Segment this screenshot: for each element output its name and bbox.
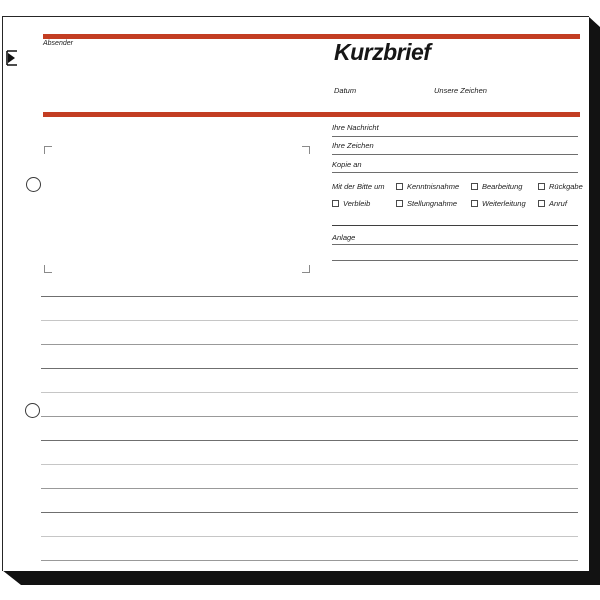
ihre-nachricht-input-line[interactable] (332, 136, 578, 137)
top-red-bar (43, 34, 580, 39)
address-window-corner-tr-icon (302, 146, 310, 154)
anlage-label: Anlage (332, 233, 356, 242)
checkbox-option (471, 198, 526, 209)
ruled-line (41, 320, 578, 321)
ihre-nachricht-label: Ihre Nachricht (332, 123, 379, 132)
kurzbrief-form (2, 16, 589, 571)
ruled-line (41, 392, 578, 393)
checkbox-option (396, 198, 457, 209)
address-window-corner-bl-icon (44, 265, 52, 273)
checkbox-label: Rückgabe (549, 182, 583, 191)
checkbox[interactable] (471, 183, 478, 190)
checkbox-option (396, 181, 459, 192)
kopie-an-input-line[interactable] (332, 172, 578, 173)
ihre-zeichen-input-line[interactable] (332, 154, 578, 155)
address-window-corner-br-icon (302, 265, 310, 273)
checkbox[interactable] (396, 200, 403, 207)
ruled-line (41, 416, 578, 417)
checkbox-label: Stellungnahme (407, 199, 458, 208)
ruled-line (41, 464, 578, 465)
ruled-line (41, 560, 578, 561)
checkbox-label: Anruf (549, 199, 567, 208)
ruled-line (41, 296, 578, 297)
checkbox-label: Kenntnisnahme (407, 182, 460, 191)
ruled-line (41, 368, 578, 369)
mit-der-bitte-um-label: Mit der Bitte um (332, 182, 385, 191)
address-window-corner-tl-icon (44, 146, 52, 154)
unsere-zeichen-label: Unsere Zeichen (434, 86, 487, 95)
middle-red-bar (43, 112, 580, 117)
ruled-line (41, 536, 578, 537)
datum-label: Datum (334, 86, 357, 95)
ruled-line (41, 512, 578, 513)
checkbox-row (3, 181, 590, 192)
form-title: Kurzbrief (334, 39, 431, 65)
anlage-extra-line[interactable] (332, 260, 578, 261)
checkbox-label: Weiterleitung (482, 199, 526, 208)
checkbox[interactable] (332, 200, 339, 207)
kopie-an-label: Kopie an (332, 160, 362, 169)
fold-mark-icon (6, 50, 19, 66)
checkbox-option (332, 198, 370, 209)
anlage-input-line[interactable] (332, 244, 578, 245)
checkbox-row (3, 198, 590, 209)
ihre-zeichen-label: Ihre Zeichen (332, 141, 374, 150)
ruled-line (41, 488, 578, 489)
punch-hole-bottom (25, 403, 40, 418)
checkbox[interactable] (396, 183, 403, 190)
checkbox[interactable] (538, 200, 545, 207)
checkbox-label: Verbleib (343, 199, 371, 208)
absender-label: Absender (43, 40, 73, 47)
ruled-line (41, 440, 578, 441)
checkbox[interactable] (538, 183, 545, 190)
checkbox-label: Bearbeitung (482, 182, 523, 191)
ruled-line (41, 344, 578, 345)
checkbox-option (538, 198, 567, 209)
separator-line (332, 225, 578, 226)
checkbox-option (471, 181, 522, 192)
checkbox-option (538, 181, 583, 192)
checkbox[interactable] (471, 200, 478, 207)
